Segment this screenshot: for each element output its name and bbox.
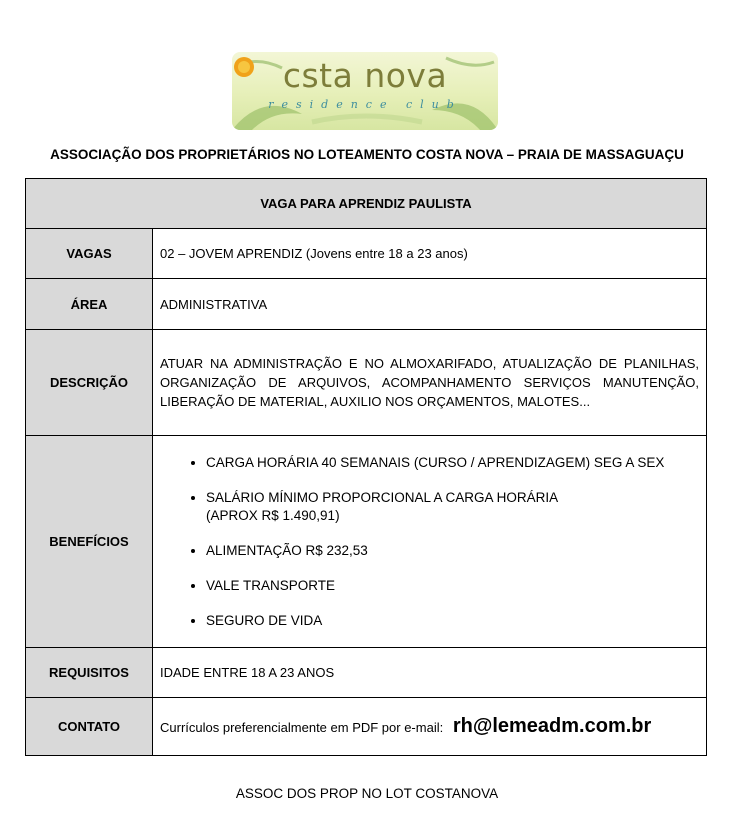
value-beneficios bbox=[153, 436, 707, 648]
benefit-item-line: SALÁRIO MÍNIMO PROPORCIONAL A CARGA HORÁRIA bbox=[206, 489, 559, 505]
row-area bbox=[26, 279, 707, 330]
row-requisitos bbox=[26, 648, 707, 698]
value-contato bbox=[153, 698, 707, 756]
label-contato: CONTATO bbox=[26, 698, 153, 756]
label-beneficios: BENEFÍCIOS bbox=[26, 436, 153, 648]
logo-wordmark-c: c bbox=[282, 56, 302, 95]
row-vagas bbox=[26, 229, 707, 279]
benefit-item bbox=[206, 489, 699, 525]
table-title-row bbox=[26, 179, 707, 229]
label-vagas: VAGAS bbox=[26, 229, 153, 279]
job-posting-table bbox=[25, 178, 707, 756]
benefit-item: • ALIMENTAÇÃO R$ 232,53 bbox=[206, 542, 699, 560]
logo-wordmark-rest: sta nova bbox=[301, 56, 448, 95]
contact-email-link[interactable]: rh@lemeadm.com.br bbox=[452, 715, 652, 737]
logo-wordmark bbox=[232, 56, 498, 95]
benefits-list bbox=[160, 454, 699, 630]
benefit-item: • SEGURO DE VIDA bbox=[206, 612, 699, 630]
benefit-item: • VALE TRANSPORTE bbox=[206, 577, 699, 595]
row-beneficios bbox=[26, 436, 707, 648]
benefit-item-line: (APROX R$ 1.490,91) bbox=[206, 507, 340, 523]
footer-text: ASSOC DOS PROP NO LOT COSTANOVA bbox=[235, 786, 499, 801]
value-requisitos: IDADE ENTRE 18 A 23 ANOS bbox=[153, 648, 707, 698]
value-descricao: ATUAR NA ADMINISTRAÇÃO E NO ALMOXARIFADO, ATUALIZAÇÃO DE PLANILHAS, ORGANIZAÇÃO DE ARQUIVOS, ACOMPANHAMENTO SERVIÇOS MANUTENÇÃO, LIBERAÇÃO DE MATERIAL, AUXILIO NOS ORÇAMENTOS, MALOTES... bbox=[153, 330, 707, 436]
row-descricao bbox=[26, 330, 707, 436]
costa-nova-logo bbox=[232, 52, 498, 130]
job-title: VAGA PARA APRENDIZ PAULISTA bbox=[26, 179, 707, 229]
label-descricao: DESCRIÇÃO bbox=[26, 330, 153, 436]
sun-icon bbox=[233, 56, 255, 78]
contact-text: Currículos preferencialmente em PDF por e-mail: bbox=[160, 720, 444, 735]
value-vagas: 02 – JOVEM APRENDIZ (Jovens entre 18 a 23 anos) bbox=[153, 229, 707, 279]
logo-tagline: residence club bbox=[268, 98, 462, 111]
association-title: ASSOCIAÇÃO DOS PROPRIETÁRIOS NO LOTEAMENTO COSTA NOVA – PRAIA DE MASSAGUAÇU bbox=[50, 147, 684, 162]
benefit-item: • CARGA HORÁRIA 40 SEMANAIS (CURSO / APRENDIZAGEM) SEG A SEX bbox=[206, 454, 699, 472]
label-requisitos: REQUISITOS bbox=[26, 648, 153, 698]
row-contato bbox=[26, 698, 707, 756]
value-area: ADMINISTRATIVA bbox=[153, 279, 707, 330]
label-area: ÁREA bbox=[26, 279, 153, 330]
